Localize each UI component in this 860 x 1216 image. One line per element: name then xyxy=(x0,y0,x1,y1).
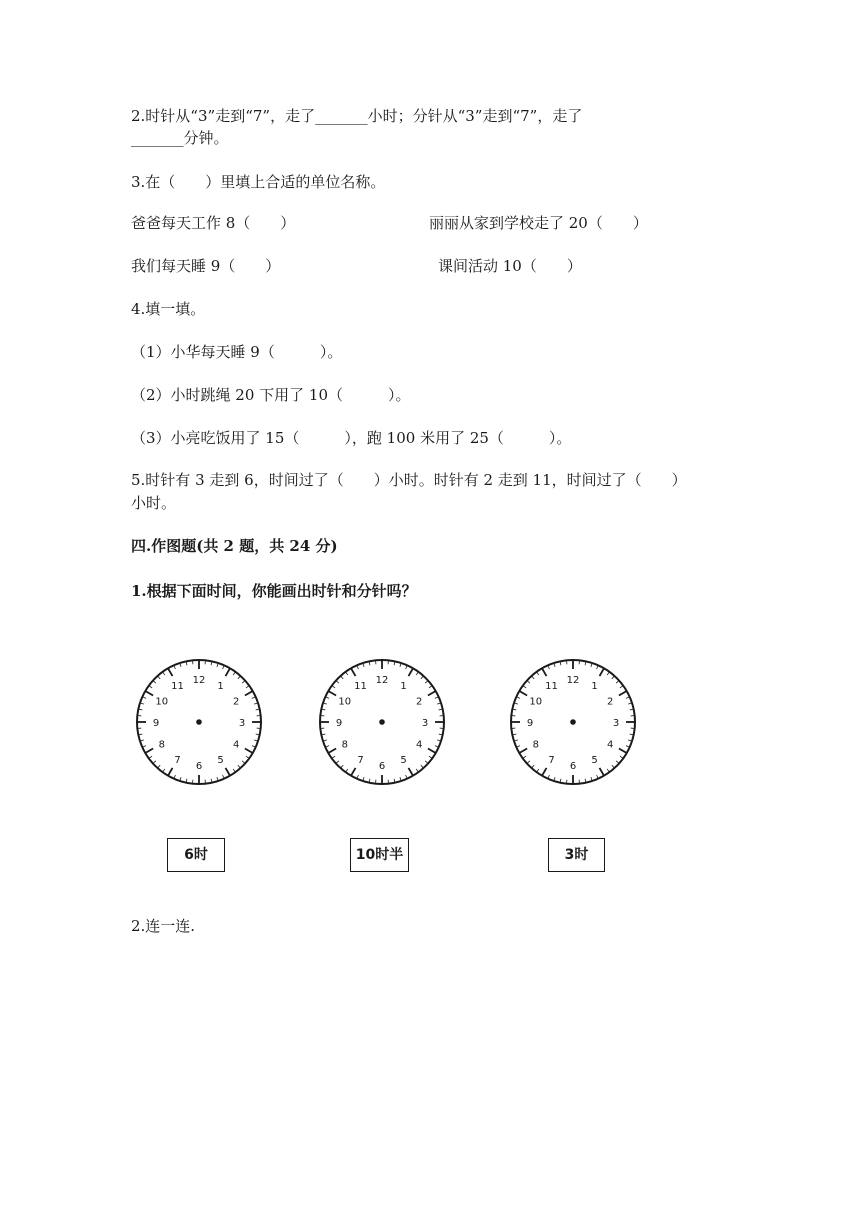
minute-tick xyxy=(612,765,615,768)
minute-tick xyxy=(149,686,152,688)
hour-tick xyxy=(328,691,336,696)
hour-tick xyxy=(226,668,231,676)
clock-number: 12 xyxy=(192,675,206,686)
clock-number: 10 xyxy=(155,696,169,708)
minute-tick xyxy=(341,765,344,768)
clock-number: 9 xyxy=(526,718,534,729)
minute-tick xyxy=(336,681,339,684)
q4-item-1: （1）小华每天睡 9（ ）。 xyxy=(131,343,343,361)
connect-question: 2.连一连. xyxy=(131,917,196,935)
hour-tick xyxy=(409,768,414,776)
hour-tick xyxy=(226,768,231,776)
clock-number: 7 xyxy=(548,755,555,767)
hour-tick xyxy=(619,749,627,754)
minute-tick xyxy=(416,769,418,772)
clock-number: 3 xyxy=(612,718,620,729)
minute-tick xyxy=(149,756,152,758)
clock-number: 7 xyxy=(174,755,181,767)
clock-number: 7 xyxy=(357,755,364,767)
minute-tick xyxy=(537,769,539,772)
time-label-3: 3时 xyxy=(548,838,605,872)
clock-number: 11 xyxy=(545,680,558,692)
hour-tick xyxy=(600,768,605,776)
clock-number: 8 xyxy=(341,739,348,751)
minute-tick xyxy=(341,676,344,679)
minute-tick xyxy=(246,756,249,758)
clock-number: 10 xyxy=(338,696,352,708)
hour-tick xyxy=(145,749,153,754)
time-label-10-half: 10时半 xyxy=(350,838,409,872)
minute-tick xyxy=(332,756,335,758)
minute-tick xyxy=(242,681,245,684)
clock-number: 1 xyxy=(591,680,598,692)
clock-center-dot xyxy=(570,719,576,725)
hour-tick xyxy=(168,668,173,676)
q5-line2: 小时。 xyxy=(131,494,177,512)
hour-tick xyxy=(351,668,356,676)
minute-tick xyxy=(523,686,526,688)
minute-tick xyxy=(429,686,432,688)
hour-tick xyxy=(328,749,336,754)
minute-tick xyxy=(532,765,535,768)
clock-face-1 xyxy=(133,656,265,788)
hour-tick xyxy=(428,749,436,754)
clock-number: 12 xyxy=(375,675,389,686)
clock-number: 11 xyxy=(171,680,184,692)
q3-item-c: 我们每天睡 9（ ） xyxy=(131,257,281,275)
clock-center-dot xyxy=(379,719,385,725)
q3-title: 3.在（ ）里填上合适的单位名称。 xyxy=(131,173,386,191)
hour-tick xyxy=(619,691,627,696)
minute-tick xyxy=(620,686,623,688)
minute-tick xyxy=(163,769,165,772)
clock-number: 3 xyxy=(238,718,246,729)
minute-tick xyxy=(425,681,428,684)
hour-tick xyxy=(542,768,547,776)
minute-tick xyxy=(163,672,165,675)
section-heading: 四.作图题(共 2 题，共 24 分) xyxy=(131,537,338,555)
minute-tick xyxy=(153,681,156,684)
clock-number: 2 xyxy=(607,696,614,708)
drawing-question-1: 1.根据下面时间，你能画出时针和分针吗？ xyxy=(131,582,417,600)
q4-item-3: （3）小亮吃饭用了 15（ ），跑 100 米用了 25（ ）。 xyxy=(131,429,572,447)
hour-tick xyxy=(428,691,436,696)
clock-number: 9 xyxy=(152,718,160,729)
clock-number: 2 xyxy=(416,696,423,708)
q5-line1: 5.时针有 3 走到 6，时间过了（ ）小时。时针有 2 走到 11，时间过了（ ） xyxy=(131,471,687,489)
minute-tick xyxy=(612,676,615,679)
clock-number: 8 xyxy=(532,739,539,751)
clock-face-3 xyxy=(507,656,639,788)
minute-tick xyxy=(532,676,535,679)
q2-line1: 2.时针从“3”走到“7”，走了_______小时；分针从“3”走到“7”，走了 xyxy=(131,107,583,125)
minute-tick xyxy=(416,672,418,675)
clock-face-2 xyxy=(316,656,448,788)
minute-tick xyxy=(246,686,249,688)
minute-tick xyxy=(421,765,424,768)
hour-tick xyxy=(542,668,547,676)
clock-number: 9 xyxy=(335,718,343,729)
clock-number: 5 xyxy=(217,755,224,767)
hour-tick xyxy=(351,768,356,776)
q3-item-a: 爸爸每天工作 8（ ） xyxy=(131,214,296,232)
minute-tick xyxy=(238,765,241,768)
minute-tick xyxy=(238,676,241,679)
minute-tick xyxy=(620,756,623,758)
hour-tick xyxy=(168,768,173,776)
q2-line2: _______分钟。 xyxy=(131,129,229,147)
clock-number: 10 xyxy=(529,696,543,708)
clock-svg xyxy=(507,656,639,788)
clock-svg xyxy=(133,656,265,788)
hour-tick xyxy=(409,668,414,676)
clock-number: 4 xyxy=(416,739,423,751)
clock-number: 2 xyxy=(233,696,240,708)
clock-number: 12 xyxy=(566,675,580,686)
clock-number: 1 xyxy=(400,680,407,692)
minute-tick xyxy=(233,672,235,675)
minute-tick xyxy=(607,672,609,675)
clock-svg xyxy=(316,656,448,788)
clock-number: 4 xyxy=(607,739,614,751)
q4-item-2: （2）小时跳绳 20 下用了 10（ ）。 xyxy=(131,386,411,404)
time-label-6: 6时 xyxy=(167,838,225,872)
minute-tick xyxy=(607,769,609,772)
clock-number: 5 xyxy=(591,755,598,767)
minute-tick xyxy=(429,756,432,758)
hour-tick xyxy=(519,691,527,696)
clock-number: 11 xyxy=(354,680,367,692)
minute-tick xyxy=(616,681,619,684)
minute-tick xyxy=(537,672,539,675)
q3-item-d: 课间活动 10（ ） xyxy=(438,257,582,275)
minute-tick xyxy=(332,686,335,688)
minute-tick xyxy=(527,761,530,764)
minute-tick xyxy=(346,769,348,772)
clock-number: 8 xyxy=(158,739,165,751)
minute-tick xyxy=(242,761,245,764)
minute-tick xyxy=(523,756,526,758)
clock-number: 6 xyxy=(195,761,203,772)
minute-tick xyxy=(158,765,161,768)
minute-tick xyxy=(336,761,339,764)
hour-tick xyxy=(519,749,527,754)
minute-tick xyxy=(527,681,530,684)
clock-number: 3 xyxy=(421,718,429,729)
hour-tick xyxy=(245,749,253,754)
minute-tick xyxy=(425,761,428,764)
clock-number: 6 xyxy=(569,761,577,772)
minute-tick xyxy=(616,761,619,764)
clock-number: 5 xyxy=(400,755,407,767)
minute-tick xyxy=(421,676,424,679)
hour-tick xyxy=(245,691,253,696)
minute-tick xyxy=(153,761,156,764)
minute-tick xyxy=(346,672,348,675)
minute-tick xyxy=(158,676,161,679)
clock-number: 6 xyxy=(378,761,386,772)
clock-number: 1 xyxy=(217,680,224,692)
q3-item-b: 丽丽从家到学校走了 20（ ） xyxy=(429,214,648,232)
clock-number: 4 xyxy=(233,739,240,751)
hour-tick xyxy=(600,668,605,676)
hour-tick xyxy=(145,691,153,696)
minute-tick xyxy=(233,769,235,772)
clock-center-dot xyxy=(196,719,202,725)
q4-title: 4.填一填。 xyxy=(131,300,206,318)
